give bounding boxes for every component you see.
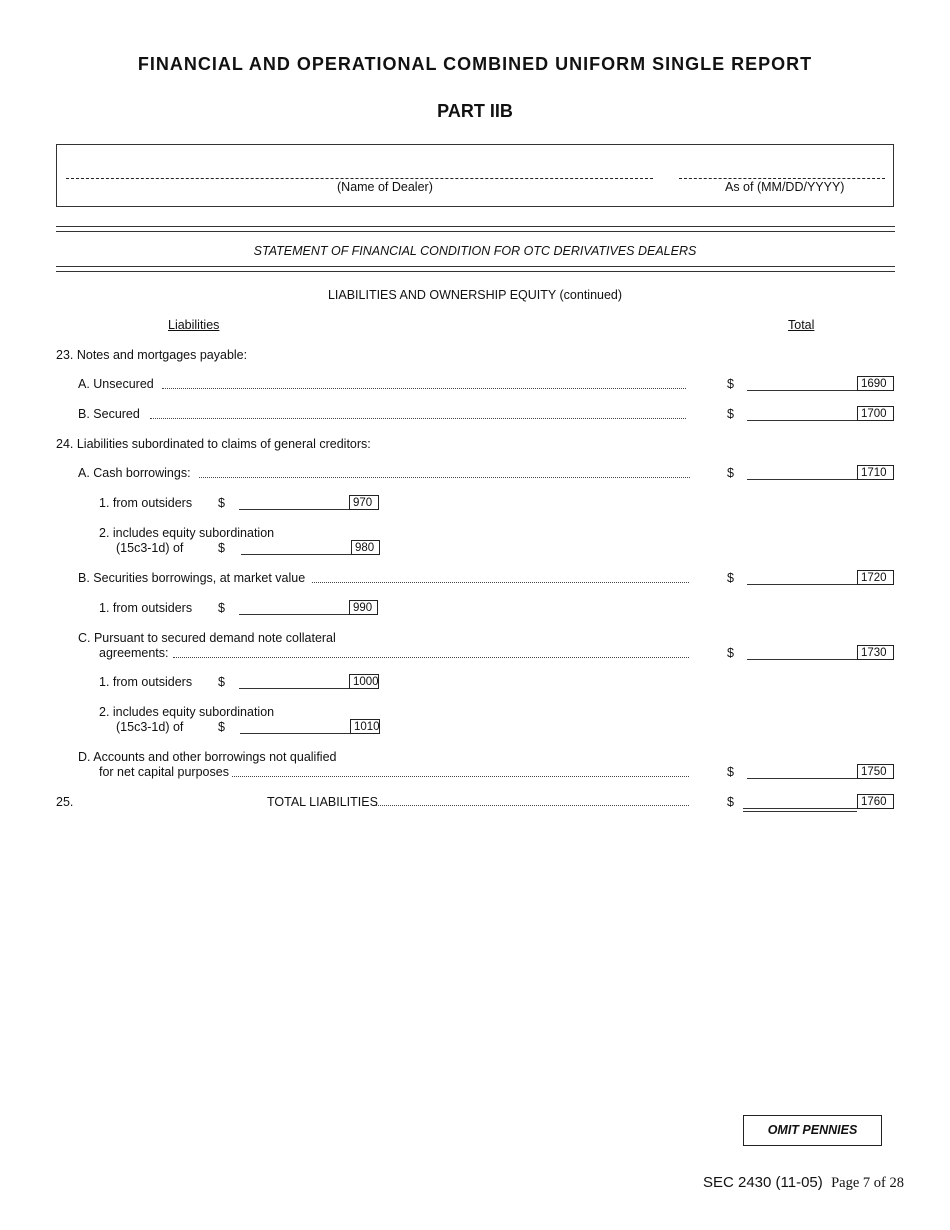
item-24c1-input[interactable] <box>239 688 349 689</box>
item-24a2-line1: 2. includes equity subordination <box>99 526 275 540</box>
dot-leader <box>376 805 689 806</box>
item-24a2-line2: (15c3-1d) of <box>116 541 184 555</box>
dollar-sign: $ <box>218 720 225 734</box>
dollar-sign: $ <box>727 377 734 391</box>
item-23b-code-box: 1700 <box>857 406 894 421</box>
as-of-date-field[interactable] <box>679 178 885 179</box>
item-24b-total-input[interactable] <box>747 584 857 585</box>
item-25-number: 25. <box>56 795 74 809</box>
item-23a-total-input[interactable] <box>747 390 857 391</box>
section-title: LIABILITIES AND OWNERSHIP EQUITY (continued) <box>327 288 623 302</box>
item-24d-line2: for net capital purposes <box>99 765 229 779</box>
item-23a-code-box: 1690 <box>857 376 894 391</box>
page-number: Page 7 of 28 <box>831 1175 904 1191</box>
dot-leader <box>199 477 690 478</box>
dot-leader <box>162 388 686 389</box>
omit-pennies-note: OMIT PENNIES <box>743 1115 882 1146</box>
dollar-sign: $ <box>218 601 225 615</box>
item-24c1-code-box: 1000 <box>349 674 379 689</box>
report-title: FINANCIAL AND OPERATIONAL COMBINED UNIFORM SINGLE REPORT <box>137 54 813 74</box>
item-24c-total-input[interactable] <box>747 659 857 660</box>
part-title: PART IIB <box>437 101 513 121</box>
dot-leader <box>150 418 686 419</box>
item-23-label: 23. Notes and mortgages payable: <box>56 348 248 362</box>
total-double-underline <box>743 811 857 812</box>
statement-title: STATEMENT OF FINANCIAL CONDITION FOR OTC DERIVATIVES DEALERS <box>253 244 697 258</box>
dollar-sign: $ <box>218 675 225 689</box>
item-24a1-input[interactable] <box>239 509 349 510</box>
item-23a-label: A. Unsecured <box>78 377 154 391</box>
item-24d-total-input[interactable] <box>747 778 857 779</box>
dollar-sign: $ <box>218 541 225 555</box>
item-24d-code-box: 1750 <box>857 764 894 779</box>
dot-leader <box>232 776 689 777</box>
dollar-sign: $ <box>727 466 734 480</box>
dealer-info-box <box>56 144 894 207</box>
as-of-date-label: As of (MM/DD/YYYY) <box>725 180 845 194</box>
item-25-label: TOTAL LIABILITIES <box>267 795 378 809</box>
item-24a1-code-box: 970 <box>349 495 379 510</box>
item-23b-total-input[interactable] <box>747 420 857 421</box>
dollar-sign: $ <box>727 571 734 585</box>
item-24a1-label: 1. from outsiders <box>99 496 193 510</box>
item-25-code-box: 1760 <box>857 794 894 809</box>
item-24c2-line2: (15c3-1d) of <box>116 720 184 734</box>
dollar-sign: $ <box>727 407 734 421</box>
item-24a2-input[interactable] <box>241 554 351 555</box>
item-24d-line1: D. Accounts and other borrowings not qualified <box>78 750 337 764</box>
divider <box>56 271 895 272</box>
dollar-sign: $ <box>727 795 734 809</box>
item-24c1-label: 1. from outsiders <box>99 675 193 689</box>
total-column-header: Total <box>788 318 815 332</box>
item-24a2-code-box: 980 <box>351 540 380 555</box>
divider <box>56 231 895 232</box>
item-24a-total-input[interactable] <box>747 479 857 480</box>
item-24b-label: B. Securities borrowings, at market value <box>78 571 306 585</box>
divider <box>56 266 895 267</box>
item-24c2-code-box: 1010 <box>350 719 380 734</box>
item-24c-line1: C. Pursuant to secured demand note collateral <box>78 631 336 645</box>
dot-leader <box>312 582 689 583</box>
dollar-sign: $ <box>727 646 734 660</box>
dollar-sign: $ <box>218 496 225 510</box>
item-24b1-input[interactable] <box>239 614 349 615</box>
item-24a-code-box: 1710 <box>857 465 894 480</box>
item-24c2-input[interactable] <box>240 733 350 734</box>
liabilities-column-header: Liabilities <box>168 318 220 332</box>
item-23b-label: B. Secured <box>78 407 140 421</box>
item-24b1-label: 1. from outsiders <box>99 601 193 615</box>
item-24c-line2: agreements: <box>99 646 169 660</box>
item-24a-label: A. Cash borrowings: <box>78 466 191 480</box>
divider <box>56 226 895 227</box>
item-24c-code-box: 1730 <box>857 645 894 660</box>
dealer-name-field[interactable] <box>66 178 653 179</box>
item-24b-code-box: 1720 <box>857 570 894 585</box>
item-24b1-code-box: 990 <box>349 600 378 615</box>
dot-leader <box>173 657 689 658</box>
dollar-sign: $ <box>727 765 734 779</box>
page-footer <box>703 1174 904 1192</box>
form-number: SEC 2430 (11-05) <box>702 1174 823 1191</box>
dealer-name-label: (Name of Dealer) <box>337 180 433 194</box>
item-24-label: 24. Liabilities subordinated to claims of general creditors: <box>56 437 371 451</box>
item-24c2-line1: 2. includes equity subordination <box>99 705 275 719</box>
total-liabilities-input[interactable] <box>743 808 857 809</box>
